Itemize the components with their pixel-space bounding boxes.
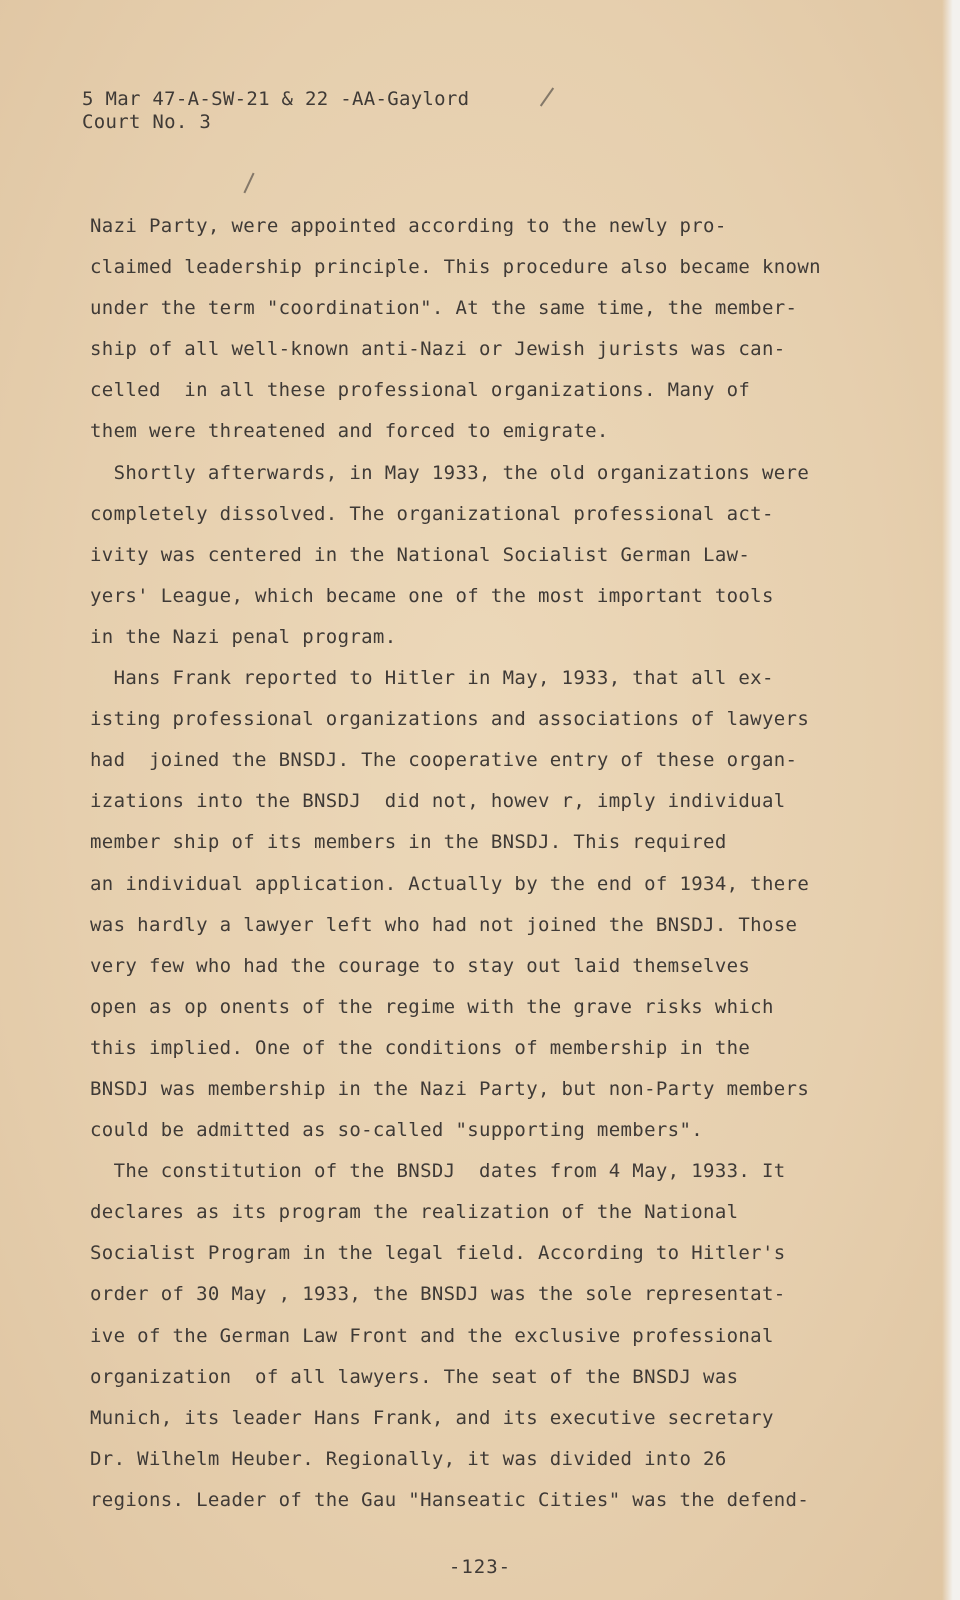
body-line: them were threatened and forced to emigrate. <box>90 420 609 443</box>
body-line: an individual application. Actually by the end of 1934, there <box>90 872 810 895</box>
pencil-mark <box>243 173 254 194</box>
document-body <box>90 206 850 1521</box>
body-line: organization of all lawyers. The seat of the BNSDJ was <box>90 1365 739 1388</box>
body-line: declares as its program the realization of the National <box>90 1201 739 1224</box>
body-line: izations into the BNSDJ did not, howev r, imply individual <box>90 790 786 813</box>
body-line: yers' League, which became one of the most important tools <box>90 584 774 607</box>
body-line: very few who had the courage to stay out laid themselves <box>90 954 751 977</box>
body-line: Socialist Program in the legal field. According to Hitler's <box>90 1242 786 1265</box>
body-line: order of 30 May , 1933, the BNSDJ was the sole representat- <box>90 1283 786 1306</box>
body-line: had joined the BNSDJ. The cooperative entry of these organ- <box>90 749 798 772</box>
body-line: Dr. Wilhelm Heuber. Regionally, it was divided into 26 <box>90 1447 727 1470</box>
header-court-line: Court No. 3 <box>82 111 212 133</box>
document-header <box>82 88 469 134</box>
body-line: member ship of its members in the BNSDJ. This required <box>90 831 727 854</box>
body-line: celled in all these professional organizations. Many of <box>90 379 751 402</box>
body-line: under the term "coordination". At the same time, the member- <box>90 297 798 320</box>
body-line: Shortly afterwards, in May 1933, the old organizations were <box>90 461 810 484</box>
body-line: this implied. One of the conditions of membership in the <box>90 1036 751 1059</box>
body-line: ship of all well-known anti-Nazi or Jewish jurists was can- <box>90 338 786 361</box>
body-line: was hardly a lawyer left who had not joined the BNSDJ. Those <box>90 913 798 936</box>
body-line: in the Nazi penal program. <box>90 625 397 648</box>
body-line: could be admitted as so-called "supporting members". <box>90 1119 704 1142</box>
body-line: The constitution of the BNSDJ dates from 4 May, 1933. It <box>90 1160 786 1183</box>
body-line: Munich, its leader Hans Frank, and its executive secretary <box>90 1406 774 1429</box>
page-number: -123- <box>448 1556 512 1578</box>
body-line: regions. Leader of the Gau "Hanseatic Cities" was the defend- <box>90 1488 810 1511</box>
body-line: Hans Frank reported to Hitler in May, 1933, that all ex- <box>90 667 774 690</box>
body-line: ive of the German Law Front and the exclusive professional <box>90 1324 774 1347</box>
pencil-mark <box>540 87 554 106</box>
body-line: Nazi Party, were appointed according to the newly pro- <box>90 215 727 237</box>
body-line: open as op onents of the regime with the grave risks which <box>90 995 774 1018</box>
body-line: ivity was centered in the National Socialist German Law- <box>90 543 751 566</box>
body-line: claimed leadership principle. This procedure also became known <box>90 256 821 279</box>
header-reference-line: 5 Mar 47-A-SW-21 & 22 -AA-Gaylord <box>82 88 470 110</box>
body-line: BNSDJ was membership in the Nazi Party, but non-Party members <box>90 1077 810 1100</box>
body-line: isting professional organizations and associations of lawyers <box>90 708 810 731</box>
body-line: completely dissolved. The organizational professional act- <box>90 502 774 525</box>
